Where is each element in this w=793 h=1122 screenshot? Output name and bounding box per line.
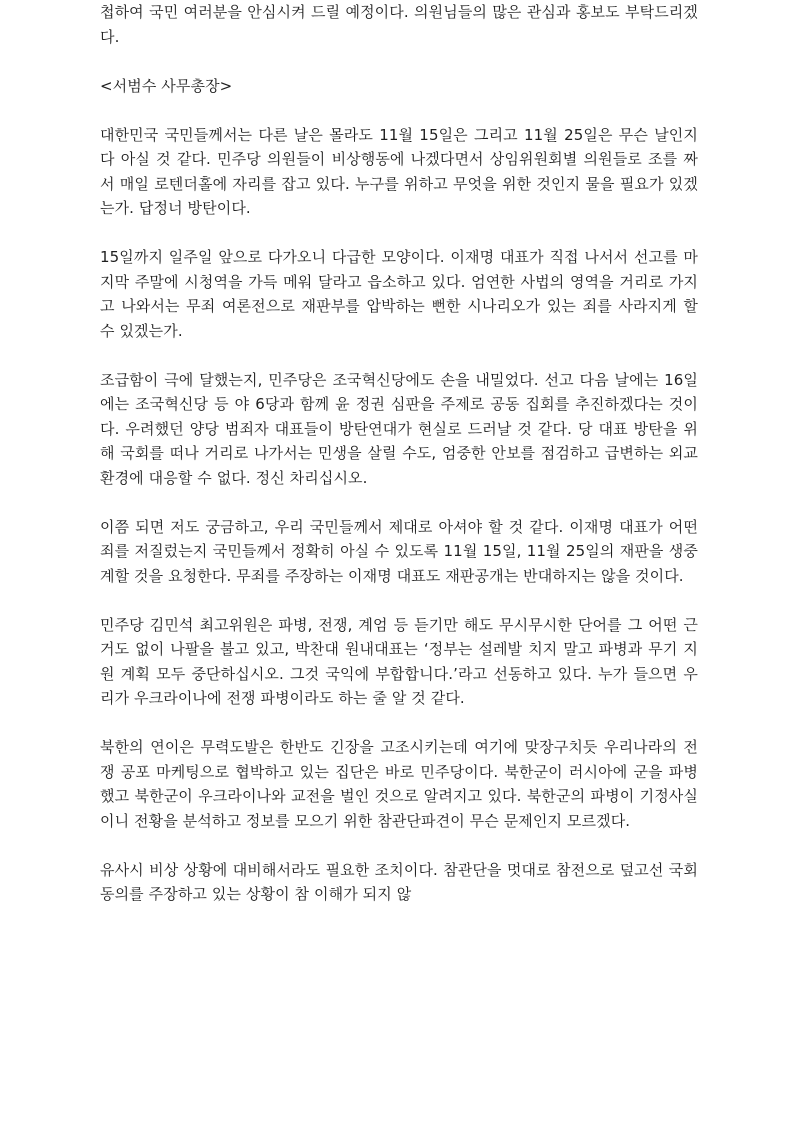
- paragraph: 유사시 비상 상황에 대비해서라도 필요한 조치이다. 참관단을 멋대로 참전으로 덮고선 국회동의를 주장하고 있는 상황이 참 이해가 되지 않: [100, 860, 698, 903]
- paragraph: 첩하여 국민 여러분을 안심시켜 드릴 예정이다. 의원님들의 많은 관심과 홍보도 부탁드리겠다.: [100, 3, 698, 46]
- paragraph: 15일까지 일주일 앞으로 다가오니 다급한 모양이다. 이재명 대표가 직접 나서서 선고를 마지막 주말에 시청역을 가득 메워 달라고 읍소하고 있다. 엄연한 사법의 영역을 거리로 가지고 나와서는 무죄 여론전으로 재판부를 압박하는 뻔한 시나리오가 있는 죄를 사라지게 할 수 있겠는가.: [100, 248, 698, 340]
- document-body: [100, 0, 698, 931]
- paragraph: 북한의 연이은 무력도발은 한반도 긴장을 고조시키는데 여기에 맞장구치듯 우리나라의 전쟁 공포 마케팅으로 협박하고 있는 집단은 바로 민주당이다. 북한군이 러시아에 군을 파병했고 북한군이 우크라이나와 교전을 벌인 것으로 알려지고 있다. 북한군의 파병이 기정사실이니 전황을 분석하고 정보를 모으기 위한 참관단파견이 무슨 문제인지 모르겠다.: [100, 738, 698, 830]
- paragraph: 민주당 김민석 최고위원은 파병, 전쟁, 계엄 등 듣기만 해도 무시무시한 단어를 그 어떤 근거도 없이 나팔을 불고 있고, 박찬대 원내대표는 ‘정부는 설레발 치지 말고 파병과 무기 지원 계획 모두 중단하십시오. 그것 국익에 부합합니다.’라고 선동하고 있다. 누가 들으면 우리가 우크라이나에 전쟁 파병이라도 하는 줄 알 것 같다.: [100, 615, 698, 707]
- paragraph: 이쯤 되면 저도 궁금하고, 우리 국민들께서 제대로 아셔야 할 것 같다. 이재명 대표가 어떤 죄를 저질렀는지 국민들께서 정확히 아실 수 있도록 11월 15일, 11월 25일의 재판을 생중계할 것을 요청한다. 무죄를 주장하는 이재명 대표도 재판공개는 반대하지는 않을 것이다.: [100, 517, 698, 585]
- speaker-heading: <서범수 사무총장>: [100, 76, 233, 95]
- paragraph: 대한민국 국민들께서는 다른 날은 몰라도 11월 15일은 그리고 11월 25일은 무슨 날인지 다 아실 것 같다. 민주당 의원들이 비상행동에 나겠다면서 상임위원회별 의원들로 조를 짜서 매일 로텐더홀에 자리를 잡고 있다. 누구를 위하고 무엇을 위한 것인지 물을 필요가 있겠는가. 답정너 방탄이다.: [100, 125, 698, 217]
- paragraph: 조급함이 극에 달했는지, 민주당은 조국혁신당에도 손을 내밀었다. 선고 다음 날에는 16일에는 조국혁신당 등 야 6당과 함께 윤 정권 심판을 주제로 공동 집회를 추진하겠다는 것이다. 우려했던 양당 범죄자 대표들이 방탄연대가 현실로 드러날 것 같다. 당 대표 방탄을 위해 국회를 떠나 거리로 나가서는 민생을 살릴 수도, 엄중한 안보를 점검하고 급변하는 외교 환경에 대응할 수 없다. 정신 차리십시오.: [100, 370, 698, 487]
